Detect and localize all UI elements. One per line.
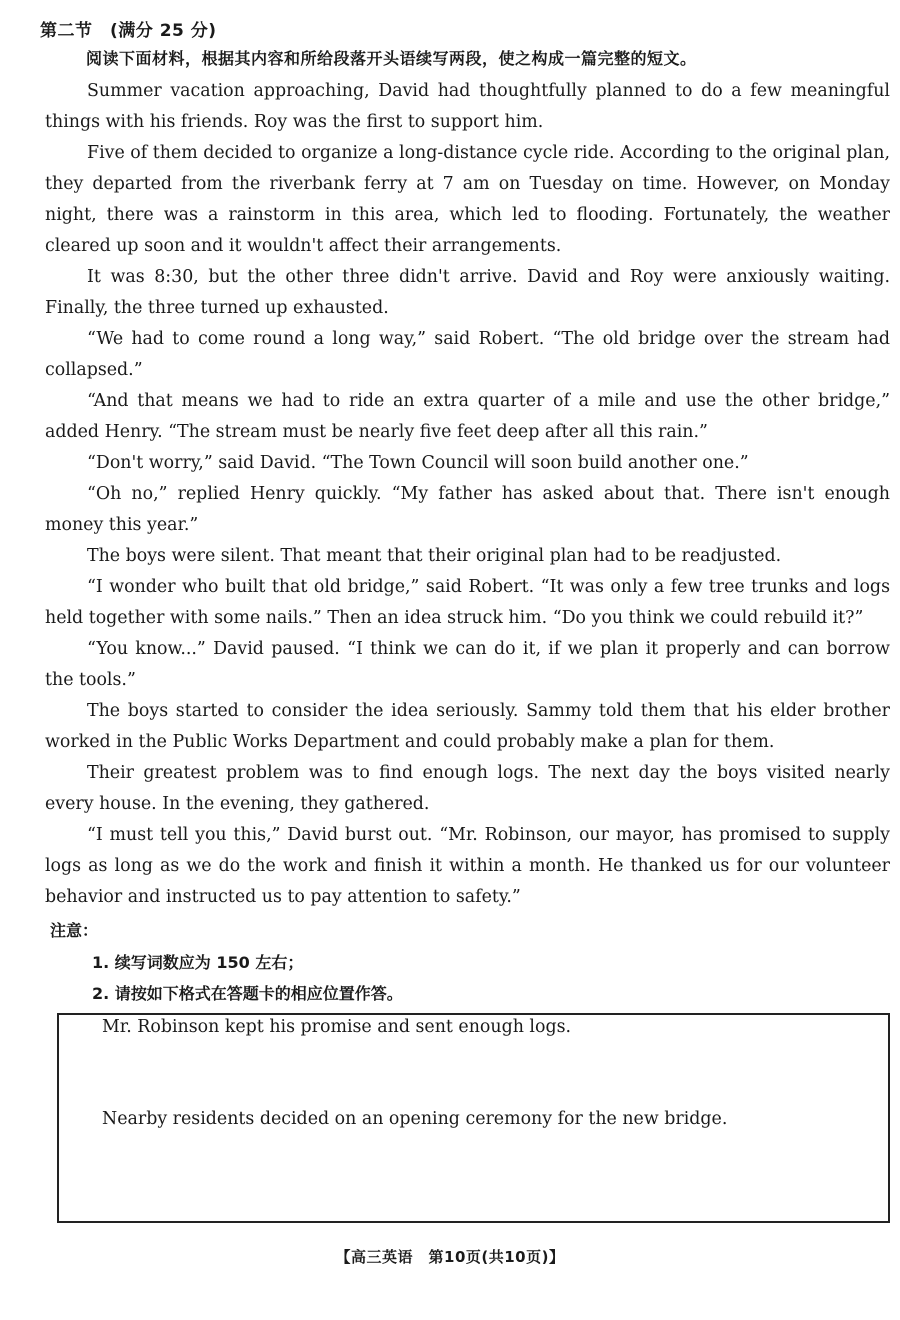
story-paragraph: “And that means we had to ride an extra quarter of a mile and use the other bridge,” added Henry. “The stream must be nearly five feet deep after all this rain.” [45,391,890,442]
paragraph-opener-1: Mr. Robinson kept his promise and sent enough logs. [102,1017,572,1037]
story-paragraph: “You know...” David paused. “I think we can do it, if we plan it properly and can borrow the tools.” [45,639,890,690]
story-paragraph: “I must tell you this,” David burst out. “Mr. Robinson, our mayor, has promised to supply logs as long as we do the work and finish it within a month. He thanked us for our volunteer behavior and instructed us to pay attention to safety.” [45,825,890,907]
note-answer-format: 2. 请按如下格式在答题卡的相应位置作答。 [92,984,403,1003]
paragraph-opener-2: Nearby residents decided on an opening ceremony for the new bridge. [102,1109,728,1129]
story-paragraph: The boys started to consider the idea seriously. Sammy told them that his elder brother worked in the Public Works Department and could probably make a plan for them. [45,701,890,752]
story-paragraph: Summer vacation approaching, David had thoughtfully planned to do a few meaningful things with his friends. Roy was the first to support him. [45,81,890,132]
story-paragraph: Their greatest problem was to find enough logs. The next day the boys visited nearly every house. In the evening, they gathered. [45,763,890,814]
note-word-count: 1. 续写词数应为 150 左右； [92,953,304,972]
section-title: 第二节 (满分 25 分) [40,21,217,41]
story-paragraph: “Don't worry,” said David. “The Town Council will soon build another one.” [87,453,749,473]
story-paragraph: It was 8:30, but the other three didn't arrive. David and Roy were anxiously waiting. Finally, the three turned up exhausted. [45,267,890,318]
answer-box [57,1013,890,1223]
section-instruction: 阅读下面材料，根据其内容和所给段落开头语续写两段，使之构成一篇完整的短文。 [86,49,697,68]
story-passage [45,76,890,913]
story-paragraph: The boys were silent. That meant that their original plan had to be readjusted. [87,546,782,566]
story-paragraph: “I wonder who built that old bridge,” said Robert. “It was only a few tree trunks and logs held together with some nails.” Then an idea struck him. “Do you think we could rebuild it?” [45,577,890,628]
page-footer: 【高三英语 第10页(共10页)】 [335,1248,565,1266]
story-paragraph: Five of them decided to organize a long-distance cycle ride. According to the original plan, they departed from the riverbank ferry at 7 am on Tuesday on time. However, on Monday night, there was a rainstorm in this area, which led to flooding. Fortunately, the weather cleared up soon and it wouldn't affect their arrangements. [45,143,890,256]
story-paragraph: “We had to come round a long way,” said Robert. “The old bridge over the stream had collapsed.” [45,329,890,380]
notes-title: 注意： [50,921,99,940]
story-paragraph: “Oh no,” replied Henry quickly. “My father has asked about that. There isn't enough money this year.” [45,484,890,535]
